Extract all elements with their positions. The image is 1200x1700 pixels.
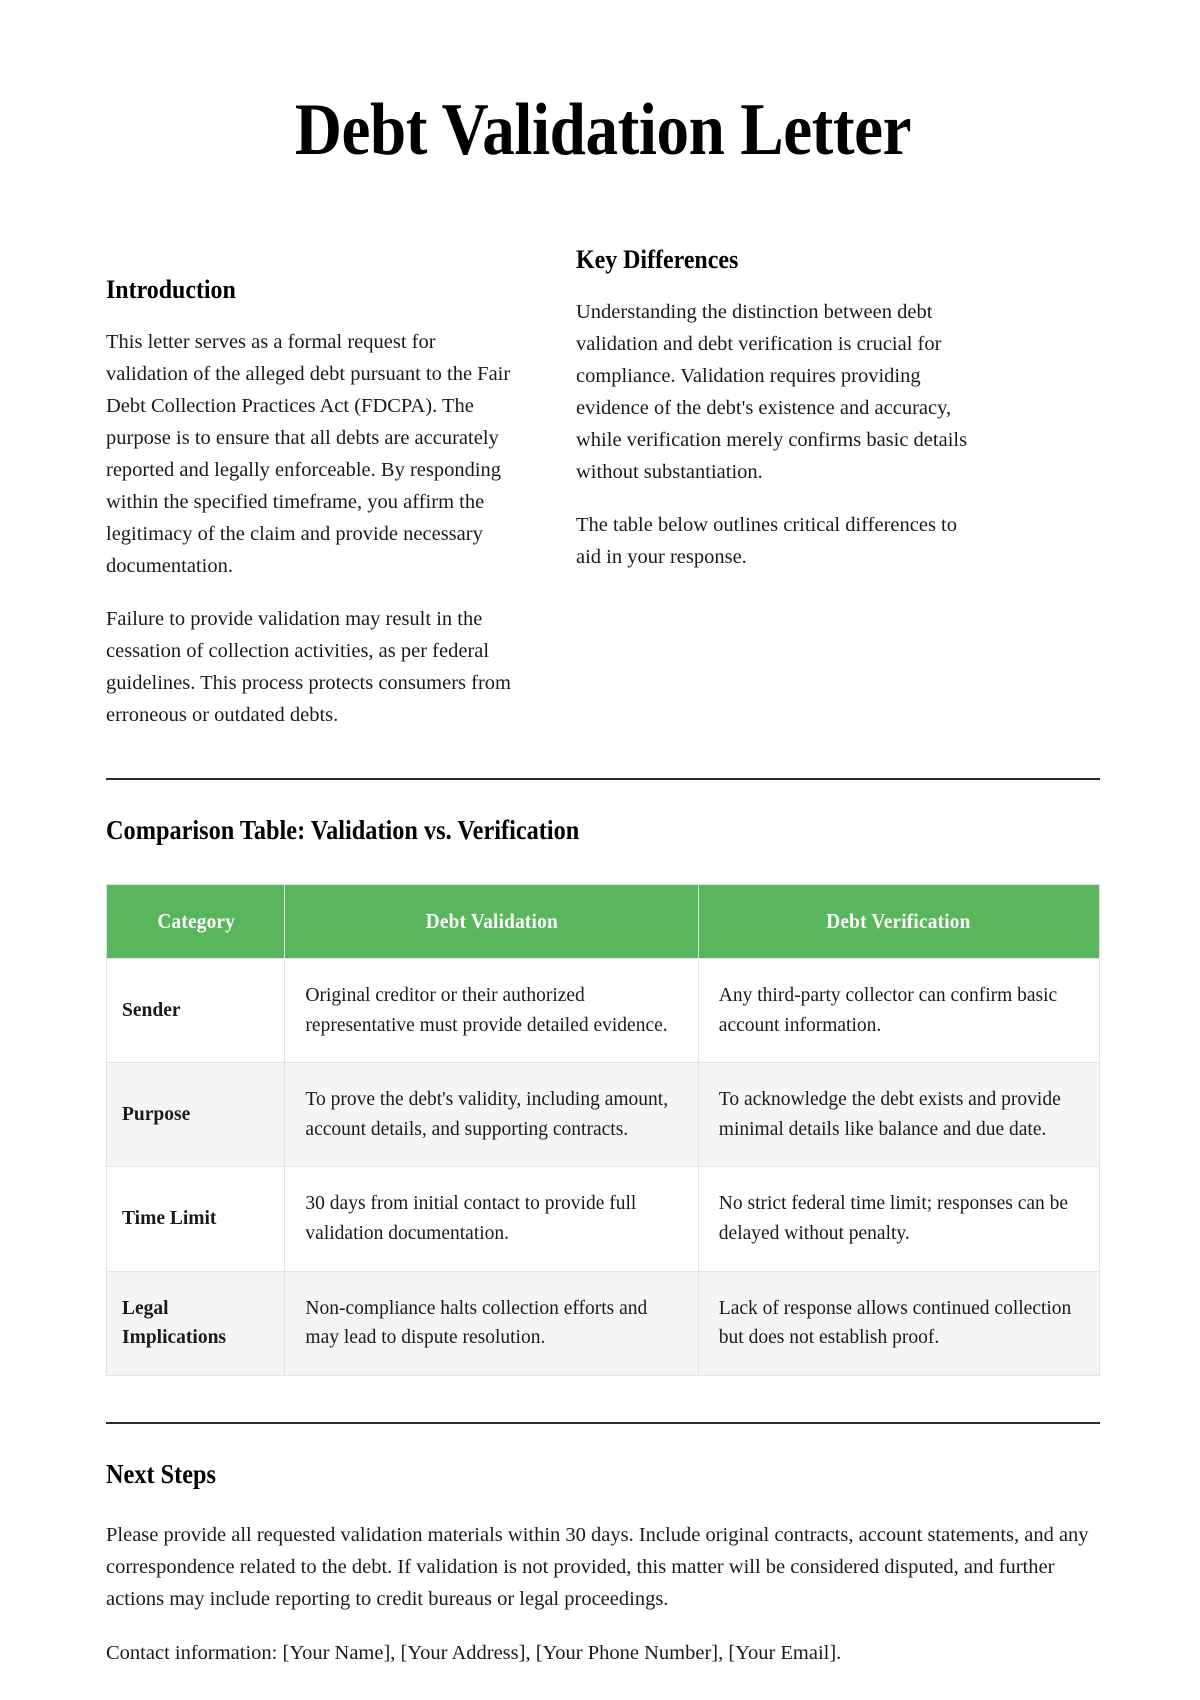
next-steps-heading: Next Steps xyxy=(106,1458,217,1489)
column-header-debt-verification xyxy=(698,884,1099,958)
comparison-table xyxy=(106,884,1100,1376)
column-header-category xyxy=(107,884,285,958)
cell-verification: To acknowledge the debt exists and provide minimal details like balance and due date. xyxy=(698,1063,1099,1167)
cell-validation: 30 days from initial contact to provide full validation documentation. xyxy=(285,1167,698,1271)
next-steps-paragraph-1: Please provide all requested validation materials within 30 days. Include original contracts, account statements, and any correspondence related to the debt. If validation is not provided, this matter will be considered disputed, and further actions may include reporting to credit bureaus or legal proceedings. xyxy=(106,1524,1089,1611)
cell-verification: Lack of response allows continued collection but does not establish proof. xyxy=(698,1271,1099,1375)
cell-category: Purpose xyxy=(107,1063,285,1167)
cell-category: Time Limit xyxy=(107,1167,285,1271)
column-header-debt-verification-label: Debt Verification xyxy=(826,908,972,933)
key-differences-paragraph-2: The table below outlines critical differences to aid in your response. xyxy=(576,513,958,568)
comparison-table-heading: Comparison Table: Validation vs. Verification xyxy=(106,814,580,845)
table-row xyxy=(107,1167,1100,1271)
comparison-table-section xyxy=(106,814,1100,1376)
column-header-debt-validation-label: Debt Validation xyxy=(425,908,558,933)
table-header-row xyxy=(107,884,1100,958)
column-header-debt-validation xyxy=(285,884,698,958)
table-row xyxy=(107,958,1100,1062)
cell-verification: Any third-party collector can confirm basic account information. xyxy=(698,958,1099,1062)
introduction-column xyxy=(106,244,512,732)
cell-validation: Original creditor or their authorized representative must provide detailed evidence. xyxy=(285,958,698,1062)
introduction-paragraph-2: Failure to provide validation may result in the cessation of collection activities, as per federal guidelines. This process protects consumers from erroneous or outdated debts. xyxy=(106,607,511,726)
cell-category: Sender xyxy=(107,958,285,1062)
key-differences-column xyxy=(576,244,982,574)
next-steps-contact-line: Contact information: [Your Name], [Your Address], [Your Phone Number], [Your Email]. xyxy=(106,1642,842,1665)
table-row xyxy=(107,1271,1100,1375)
introduction-paragraph-1: This letter serves as a formal request for validation of the alleged debt pursuant to the Fair Debt Collection Practices Act (FDCPA). The purpose is to ensure that all debts are accurately reported and legally enforceable. By responding within the specified timeframe, you affirm the legitimacy of the claim and provide necessary documentation. xyxy=(106,330,511,577)
next-steps-section xyxy=(106,1458,1100,1700)
table-body xyxy=(107,958,1100,1375)
cell-verification: No strict federal time limit; responses can be delayed without penalty. xyxy=(698,1167,1099,1271)
key-differences-heading: Key Differences xyxy=(576,244,739,274)
table-row xyxy=(107,1063,1100,1167)
two-column-section xyxy=(106,244,1100,732)
section-divider-bottom xyxy=(106,1422,1100,1424)
cell-validation: Non-compliance halts collection efforts and may lead to dispute resolution. xyxy=(285,1271,698,1375)
table-header xyxy=(107,884,1100,958)
section-divider-top xyxy=(106,778,1100,780)
column-header-category-label: Category xyxy=(156,908,235,933)
cell-validation: To prove the debt's validity, including amount, account details, and supporting contracts. xyxy=(285,1063,698,1167)
cell-category: Legal Implications xyxy=(107,1271,285,1375)
page-title: Debt Validation Letter xyxy=(294,89,912,171)
key-differences-paragraph-1: Understanding the distinction between debt validation and debt verification is crucial for compliance. Validation requires providing evidence of the debt's existence and accuracy, while verification merely confirms basic details without substantiation. xyxy=(576,300,968,483)
introduction-heading: Introduction xyxy=(106,274,236,304)
